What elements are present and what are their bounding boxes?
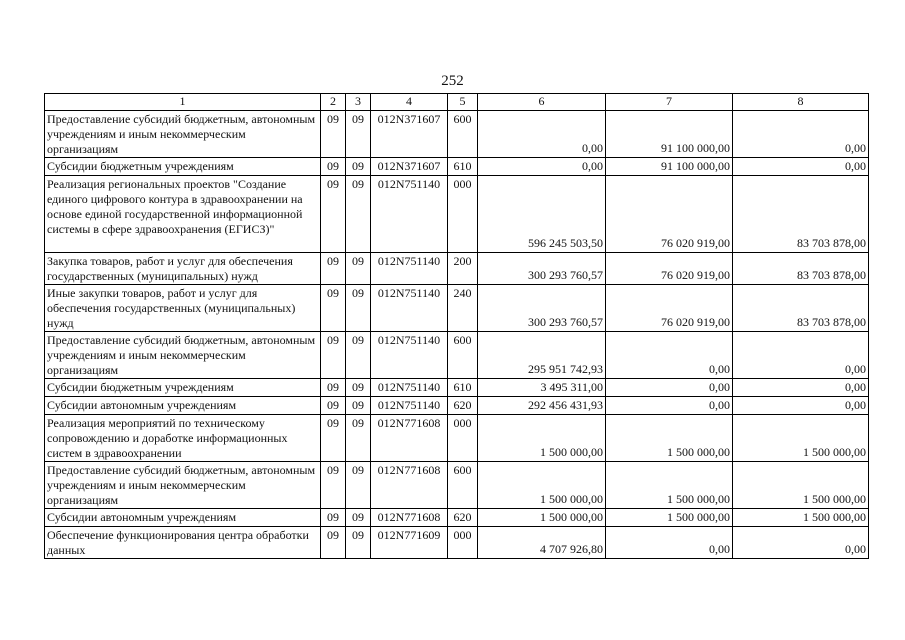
row-code-5: 600 (448, 332, 478, 379)
table-row (45, 379, 869, 397)
column-header: 1 (45, 94, 321, 111)
row-code-4: 012N751140 (371, 397, 448, 415)
column-header: 5 (448, 94, 478, 111)
row-code-4: 012N751140 (371, 379, 448, 397)
row-code-3: 09 (346, 527, 371, 559)
row-code-2: 09 (321, 415, 346, 462)
row-value-8: 1 500 000,00 (733, 415, 869, 462)
budget-table (44, 93, 869, 559)
row-value-8: 83 703 878,00 (733, 253, 869, 285)
row-code-3: 09 (346, 253, 371, 285)
table-row (45, 415, 869, 462)
row-value-8: 1 500 000,00 (733, 462, 869, 509)
table-row (45, 176, 869, 253)
row-value-7: 76 020 919,00 (606, 176, 733, 253)
column-header: 7 (606, 94, 733, 111)
row-code-2: 09 (321, 509, 346, 527)
row-code-3: 09 (346, 415, 371, 462)
row-code-2: 09 (321, 253, 346, 285)
row-code-4: 012N771608 (371, 462, 448, 509)
row-code-3: 09 (346, 332, 371, 379)
row-code-3: 09 (346, 111, 371, 158)
row-value-6: 300 293 760,57 (478, 285, 606, 332)
row-code-2: 09 (321, 332, 346, 379)
row-code-4: 012N371607 (371, 158, 448, 176)
row-value-7: 91 100 000,00 (606, 158, 733, 176)
row-value-8: 0,00 (733, 397, 869, 415)
row-value-8: 83 703 878,00 (733, 176, 869, 253)
row-name: Реализация мероприятий по техническому сопровождению и доработке информационных систем в здравоохранении (45, 415, 321, 462)
table-row (45, 253, 869, 285)
column-header: 4 (371, 94, 448, 111)
row-code-5: 000 (448, 415, 478, 462)
row-code-2: 09 (321, 158, 346, 176)
row-value-6: 4 707 926,80 (478, 527, 606, 559)
row-code-5: 000 (448, 176, 478, 253)
row-value-8: 83 703 878,00 (733, 285, 869, 332)
row-code-3: 09 (346, 285, 371, 332)
row-value-6: 0,00 (478, 111, 606, 158)
row-value-6: 1 500 000,00 (478, 462, 606, 509)
row-value-7: 91 100 000,00 (606, 111, 733, 158)
row-value-7: 0,00 (606, 379, 733, 397)
row-code-4: 012N371607 (371, 111, 448, 158)
row-name: Предоставление субсидий бюджетным, автономным учреждениям и иным некоммерческим организациям (45, 332, 321, 379)
column-header: 2 (321, 94, 346, 111)
row-code-2: 09 (321, 397, 346, 415)
row-code-2: 09 (321, 176, 346, 253)
row-code-5: 610 (448, 379, 478, 397)
column-header: 8 (733, 94, 869, 111)
table-row (45, 462, 869, 509)
row-name: Предоставление субсидий бюджетным, автономным учреждениям и иным некоммерческим организациям (45, 111, 321, 158)
row-value-7: 76 020 919,00 (606, 285, 733, 332)
row-code-3: 09 (346, 509, 371, 527)
row-code-5: 610 (448, 158, 478, 176)
row-value-7: 0,00 (606, 527, 733, 559)
table-row (45, 158, 869, 176)
row-code-5: 620 (448, 509, 478, 527)
row-name: Закупка товаров, работ и услуг для обеспечения государственных (муниципальных) нужд (45, 253, 321, 285)
row-code-4: 012N771608 (371, 415, 448, 462)
row-code-2: 09 (321, 111, 346, 158)
row-name: Реализация региональных проектов "Создание единого цифрового контура в здравоохранении на основе единой государственной информационной системы в сфере здравоохранения (ЕГИСЗ)" (45, 176, 321, 253)
row-code-3: 09 (346, 176, 371, 253)
row-code-5: 200 (448, 253, 478, 285)
table-row (45, 509, 869, 527)
row-value-6: 292 456 431,93 (478, 397, 606, 415)
table-row (45, 332, 869, 379)
row-code-5: 620 (448, 397, 478, 415)
row-value-7: 0,00 (606, 332, 733, 379)
row-code-5: 600 (448, 111, 478, 158)
row-code-3: 09 (346, 462, 371, 509)
row-code-4: 012N771609 (371, 527, 448, 559)
row-value-8: 0,00 (733, 158, 869, 176)
row-value-8: 0,00 (733, 111, 869, 158)
row-code-2: 09 (321, 379, 346, 397)
row-code-5: 600 (448, 462, 478, 509)
row-value-6: 0,00 (478, 158, 606, 176)
row-code-2: 09 (321, 527, 346, 559)
row-name: Субсидии бюджетным учреждениям (45, 379, 321, 397)
row-value-6: 1 500 000,00 (478, 415, 606, 462)
table-row (45, 527, 869, 559)
row-name: Субсидии автономным учреждениям (45, 509, 321, 527)
row-code-4: 012N751140 (371, 253, 448, 285)
header-row (45, 94, 869, 111)
row-code-3: 09 (346, 158, 371, 176)
column-header: 6 (478, 94, 606, 111)
row-code-5: 000 (448, 527, 478, 559)
row-value-6: 295 951 742,93 (478, 332, 606, 379)
row-code-4: 012N751140 (371, 285, 448, 332)
table-row (45, 397, 869, 415)
row-code-4: 012N771608 (371, 509, 448, 527)
row-value-8: 0,00 (733, 332, 869, 379)
row-code-3: 09 (346, 397, 371, 415)
row-value-8: 0,00 (733, 527, 869, 559)
row-code-2: 09 (321, 462, 346, 509)
row-name: Иные закупки товаров, работ и услуг для обеспечения государственных (муниципальных) нужд (45, 285, 321, 332)
column-header: 3 (346, 94, 371, 111)
row-name: Субсидии бюджетным учреждениям (45, 158, 321, 176)
row-value-7: 1 500 000,00 (606, 462, 733, 509)
row-name: Субсидии автономным учреждениям (45, 397, 321, 415)
row-value-6: 300 293 760,57 (478, 253, 606, 285)
row-value-8: 1 500 000,00 (733, 509, 869, 527)
row-value-6: 3 495 311,00 (478, 379, 606, 397)
table-row (45, 285, 869, 332)
row-code-4: 012N751140 (371, 332, 448, 379)
table-row (45, 111, 869, 158)
row-code-2: 09 (321, 285, 346, 332)
row-name: Предоставление субсидий бюджетным, автономным учреждениям и иным некоммерческим организациям (45, 462, 321, 509)
row-value-7: 76 020 919,00 (606, 253, 733, 285)
row-code-5: 240 (448, 285, 478, 332)
row-value-7: 0,00 (606, 397, 733, 415)
row-name: Обеспечение функционирования центра обработки данных (45, 527, 321, 559)
row-code-3: 09 (346, 379, 371, 397)
row-value-7: 1 500 000,00 (606, 509, 733, 527)
row-value-6: 1 500 000,00 (478, 509, 606, 527)
row-value-6: 596 245 503,50 (478, 176, 606, 253)
row-value-8: 0,00 (733, 379, 869, 397)
row-code-4: 012N751140 (371, 176, 448, 253)
row-value-7: 1 500 000,00 (606, 415, 733, 462)
page-number: 252 (441, 73, 464, 89)
